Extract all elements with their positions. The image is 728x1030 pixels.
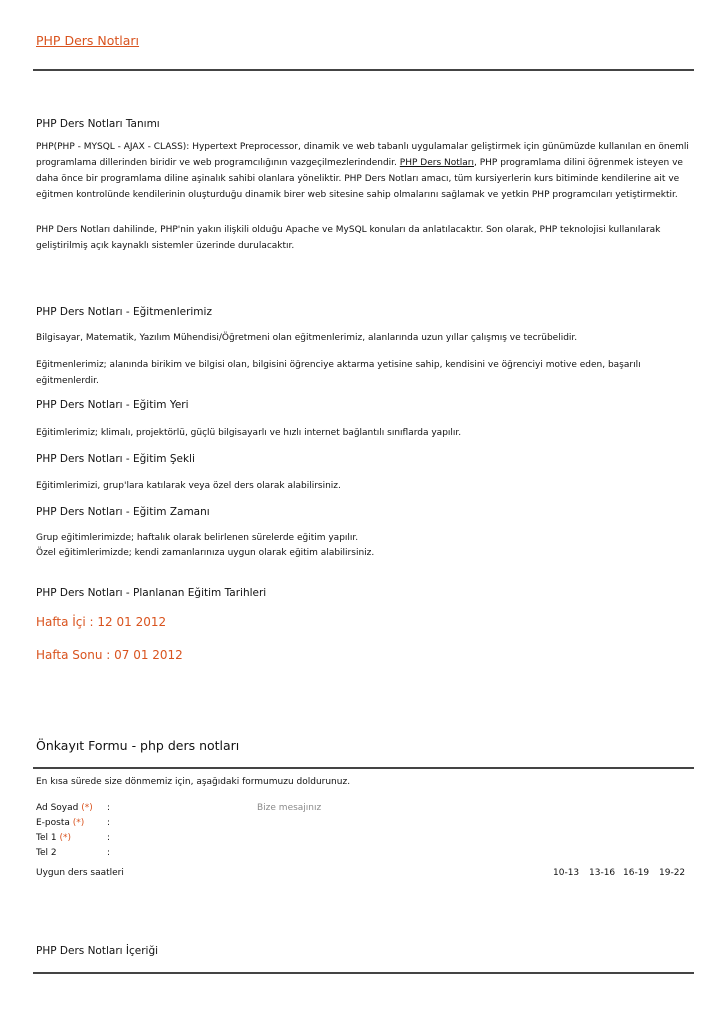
intro-heading: PHP Ders Notları Tanımı (36, 118, 160, 130)
dates-heading: PHP Ders Notları - Planlanan Eğitim Tarihleri (36, 587, 267, 599)
intro-paragraph-1: PHP(PHP - MYSQL - AJAX - CLASS): Hypertext Preprocessor, dinamik ve web tabanlı uygulamalar geliştirmek için günümüzde kullanılan en önemli programlama dillerinden biridir ve web programcılığının vazgeçilmezlerindendir. PHP Ders Notları, PHP programlama dilini öğrenmek isteyen ve daha önce bir programlama diline aşinalık sahibi olanlara yöneliktir. PHP Ders Notları amacı, tüm kursiyerlerin kurs bitiminde kendilerine ait ve eğitmen kontrolünde kendilerinin oluşturduğu dinamik birer web sitesine sahip olmalarını sağlamak ve yetkin PHP programcıları yetiştirmektir. (36, 142, 689, 200)
page-title-link[interactable]: PHP Ders Notları (36, 33, 140, 48)
format-heading: PHP Ders Notları - Eğitim Şekli (36, 453, 195, 465)
time-line-1: Grup eğitimlerimizde; haftalık olarak belirlenen sürelerde eğitim yapılır. (36, 533, 359, 543)
time-heading: PHP Ders Notları - Eğitim Zamanı (36, 506, 210, 518)
format-paragraph: Eğitimlerimizi, grup'lara katılarak veya özel ders olarak alabilirsiniz. (36, 481, 341, 491)
trainers-paragraph-1: Bilgisayar, Matematik, Yazılım Mühendisi/Öğretmeni olan eğitmenlerimiz, alanlarında uzun yıllar çalışmış ve tecrübelidir. (36, 333, 578, 343)
field-email-label: E-posta (*) (36, 818, 85, 828)
field-tel1-label: Tel 1 (*) (36, 833, 71, 843)
required-marker: (*) (81, 803, 93, 813)
hours-option-16-19[interactable]: 16-19 (623, 868, 650, 878)
available-hours-label: Uygun ders saatleri (36, 868, 124, 878)
contents-heading: PHP Ders Notları İçeriği (36, 945, 159, 957)
message-textarea[interactable]: Bize mesajınız (257, 803, 322, 813)
weekday-date: Hafta İçi : 12 01 2012 (36, 615, 167, 629)
hours-option-10-13[interactable]: 10-13 (553, 868, 580, 878)
header-divider (33, 69, 694, 71)
required-marker: (*) (59, 833, 71, 843)
tel1-input[interactable] (118, 831, 238, 845)
field-tel2-separator: : (107, 848, 111, 858)
hours-option-13-16[interactable]: 13-16 (589, 868, 616, 878)
trainers-paragraph-2: Eğitmenlerimiz; alanında birikim ve bilgisi olan, bilgisini öğrenciye aktarma yetisine sahip, kendisini ve öğrenciyi motive eden, başarılı eğitmenlerdir. (36, 360, 641, 386)
form-divider (33, 767, 694, 769)
php-ders-notlari-link[interactable]: PHP Ders Notları (399, 158, 474, 168)
weekend-date: Hafta Sonu : 07 01 2012 (36, 648, 183, 662)
field-name-label: Ad Soyad (*) (36, 803, 93, 813)
email-input[interactable] (118, 816, 238, 830)
name-input[interactable] (118, 801, 238, 815)
contents-divider (33, 972, 694, 974)
form-intro: En kısa sürede size dönmemiz için, aşağıdaki formumuzu doldurunuz. (36, 777, 351, 787)
field-tel2-label: Tel 2 (36, 848, 57, 858)
field-email-separator: : (107, 818, 111, 828)
field-tel1-separator: : (107, 833, 111, 843)
place-heading: PHP Ders Notları - Eğitim Yeri (36, 399, 189, 411)
required-marker: (*) (72, 818, 85, 828)
hours-option-19-22[interactable]: 19-22 (659, 868, 686, 878)
tel2-input[interactable] (118, 846, 238, 860)
field-name-separator: : (107, 803, 111, 813)
time-line-2: Özel eğitimlerimizde; kendi zamanlarınıza uygun olarak eğitim alabilirsiniz. (36, 548, 375, 558)
intro-paragraph-2: PHP Ders Notları dahilinde, PHP'nin yakın ilişkili olduğu Apache ve MySQL konuları da anlatılacaktır. Son olarak, PHP teknolojisi kullanılarak geliştirilmiş açık kaynaklı sistemler üzerinde durulacaktır. (36, 225, 661, 251)
preregistration-form-title: Önkayıt Formu - php ders notları (36, 738, 240, 753)
trainers-heading: PHP Ders Notları - Eğitmenlerimiz (36, 306, 212, 318)
place-paragraph: Eğitimlerimiz; klimalı, projektörlü, güçlü bilgisayarlı ve hızlı internet bağlantılı sınıflarda yapılır. (36, 428, 462, 438)
